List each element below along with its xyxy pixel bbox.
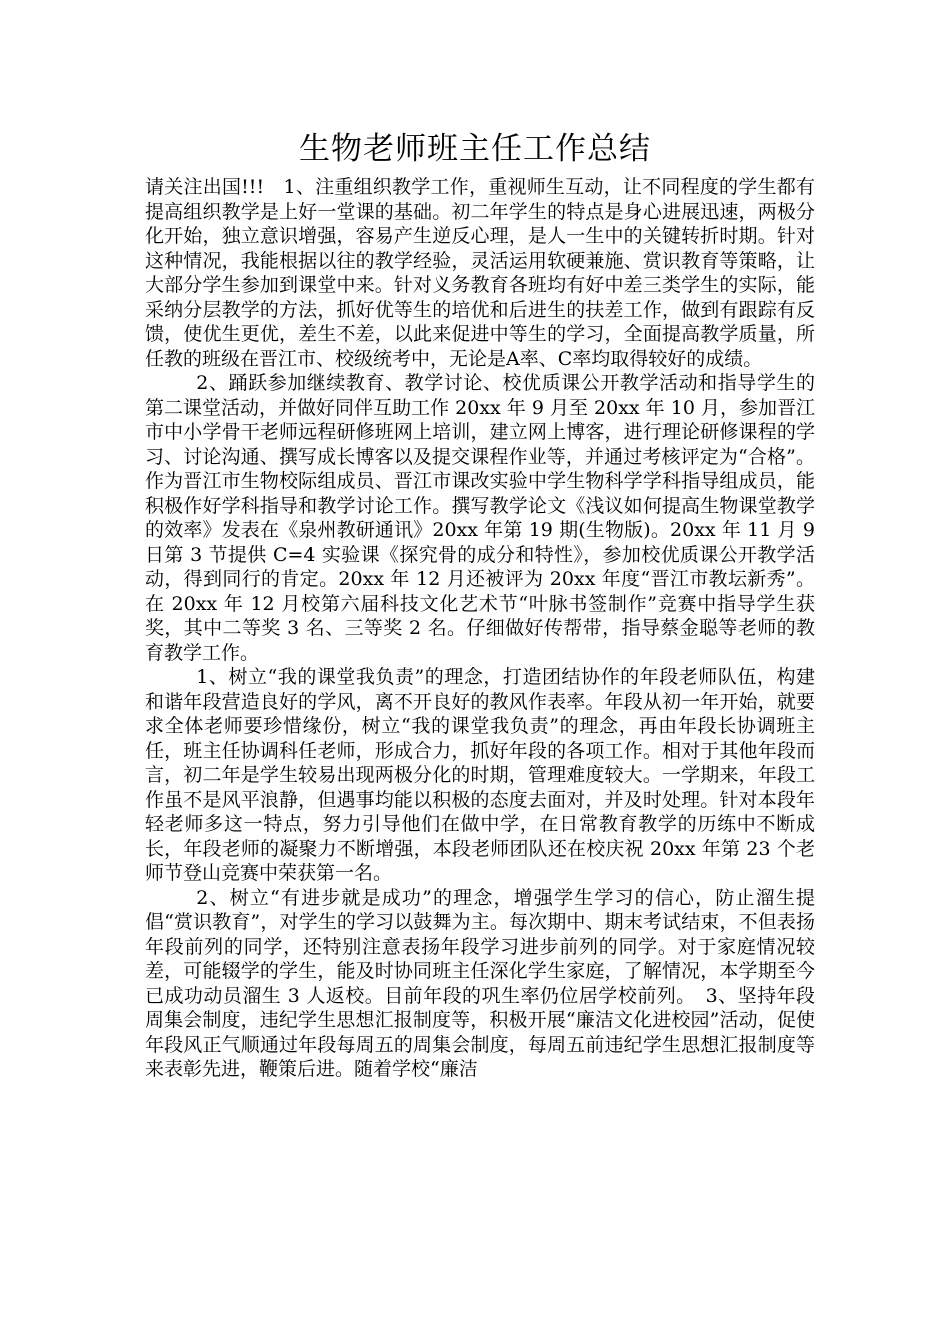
paragraph-3: 1、树立“我的课堂我负责”的理念，打造团结协作的年段老师队伍，构建和谐年段营造良好的学风，离不开良好的教风作表率。年段从初一年开始，就要求全体老师要珍惜缘份，树立“我的课堂我负责”的理念，再由年段长协调班主任，班主任协调科任老师，形成合力，抓好年段的各项工作。相对于其他年段而言，初二年是学生较易出现两极分化的时期，管理难度较大。一学期来，年段工作虽不是风平浪静，但遇事均能以积极的态度去面对，并及时处理。针对本段年轻老师多这一特点，努力引导他们在做中学，在日常教育教学的历练中不断成长，年段老师的凝聚力不断增强，本段老师团队还在校庆祝 20xx 年第 23 个老师节登山竞赛中荣获第一名。 xyxy=(145,666,815,884)
paragraph-2: 2、踊跃参加继续教育、教学讨论、校优质课公开教学活动和指导学生的第二课堂活动，并做好同伴互助工作 20xx 年 9 月至 20xx 年 10 月，参加晋江市中小学骨干老师远程研修班网上培训，建立网上博客，进行理论研修课程的学习、讨论沟通、撰写成长博客以及提交课程作业等，并通过考核评定为“合格”。作为晋江市生物校际组成员、晋江市课改实验中学生物科学学科指导组成员，能积极作好学科指导和教学讨论工作。撰写教学论文《浅议如何提高生物课堂教学的效率》发表在《泉州教研通讯》20xx 年第 19 期(生物版)。20xx 年 11 月 9 日第 3 节提供 C=4 实验课《探究骨的成分和特性》，参加校优质课公开教学活动，得到同行的肯定。20xx 年 12 月还被评为 20xx 年度“晋江市教坛新秀”。在 20xx 年 12 月校第六届科技文化艺术节“叶脉书签制作”竞赛中指导学生获奖，其中二等奖 3 名、三等奖 2 名。仔细做好传帮带，指导蔡金聪等老师的教育教学工作。 xyxy=(145,372,815,664)
document-title: 生物老师班主任工作总结 xyxy=(299,131,651,167)
document-body xyxy=(145,175,815,1082)
paragraph-1: 请关注出国!!! 1、注重组织教学工作，重视师生互动，让不同程度的学生都有提高组织教学是上好一堂课的基础。初二年学生的特点是身心进展迅速，两极分化开始，独立意识增强，容易产生逆反心理，是人一生中的关键转折时期。针对这种情况，我能根据以往的教学经验，灵活运用软硬兼施、赏识教育等策略，让大部分学生参加到课堂中来。针对义务教育各班均有好中差三类学生的实际，能采纳分层教学的方法，抓好优等生的培优和后进生的扶差工作，做到有跟踪有反馈，使优生更优，差生不差，以此来促进中等生的学习，全面提高教学质量，所任教的班级在晋江市、校级统考中，无论是A率、C率均取得较好的成绩。 xyxy=(145,176,815,370)
paragraph-4: 2、树立“有进步就是成功”的理念，增强学生学习的信心，防止溜生提倡“赏识教育”，对学生的学习以鼓舞为主。每次期中、期末考试结束，不但表扬年段前列的同学，还特别注意表扬年段学习进步前列的同学。对于家庭情况较差，可能辍学的学生，能及时协同班主任深化学生家庭，了解情况，本学期至今已成功动员溜生 3 人返校。目前年段的巩生率仍位居学校前列。 3、坚持年段周集会制度，违纪学生思想汇报制度等，积极开展“廉洁文化进校园”活动，促使年段风正气顺通过年段每周五的周集会制度，每周五前违纪学生思想汇报制度等来表彰先进，鞭策后进。随着学校“廉洁 xyxy=(145,886,815,1080)
